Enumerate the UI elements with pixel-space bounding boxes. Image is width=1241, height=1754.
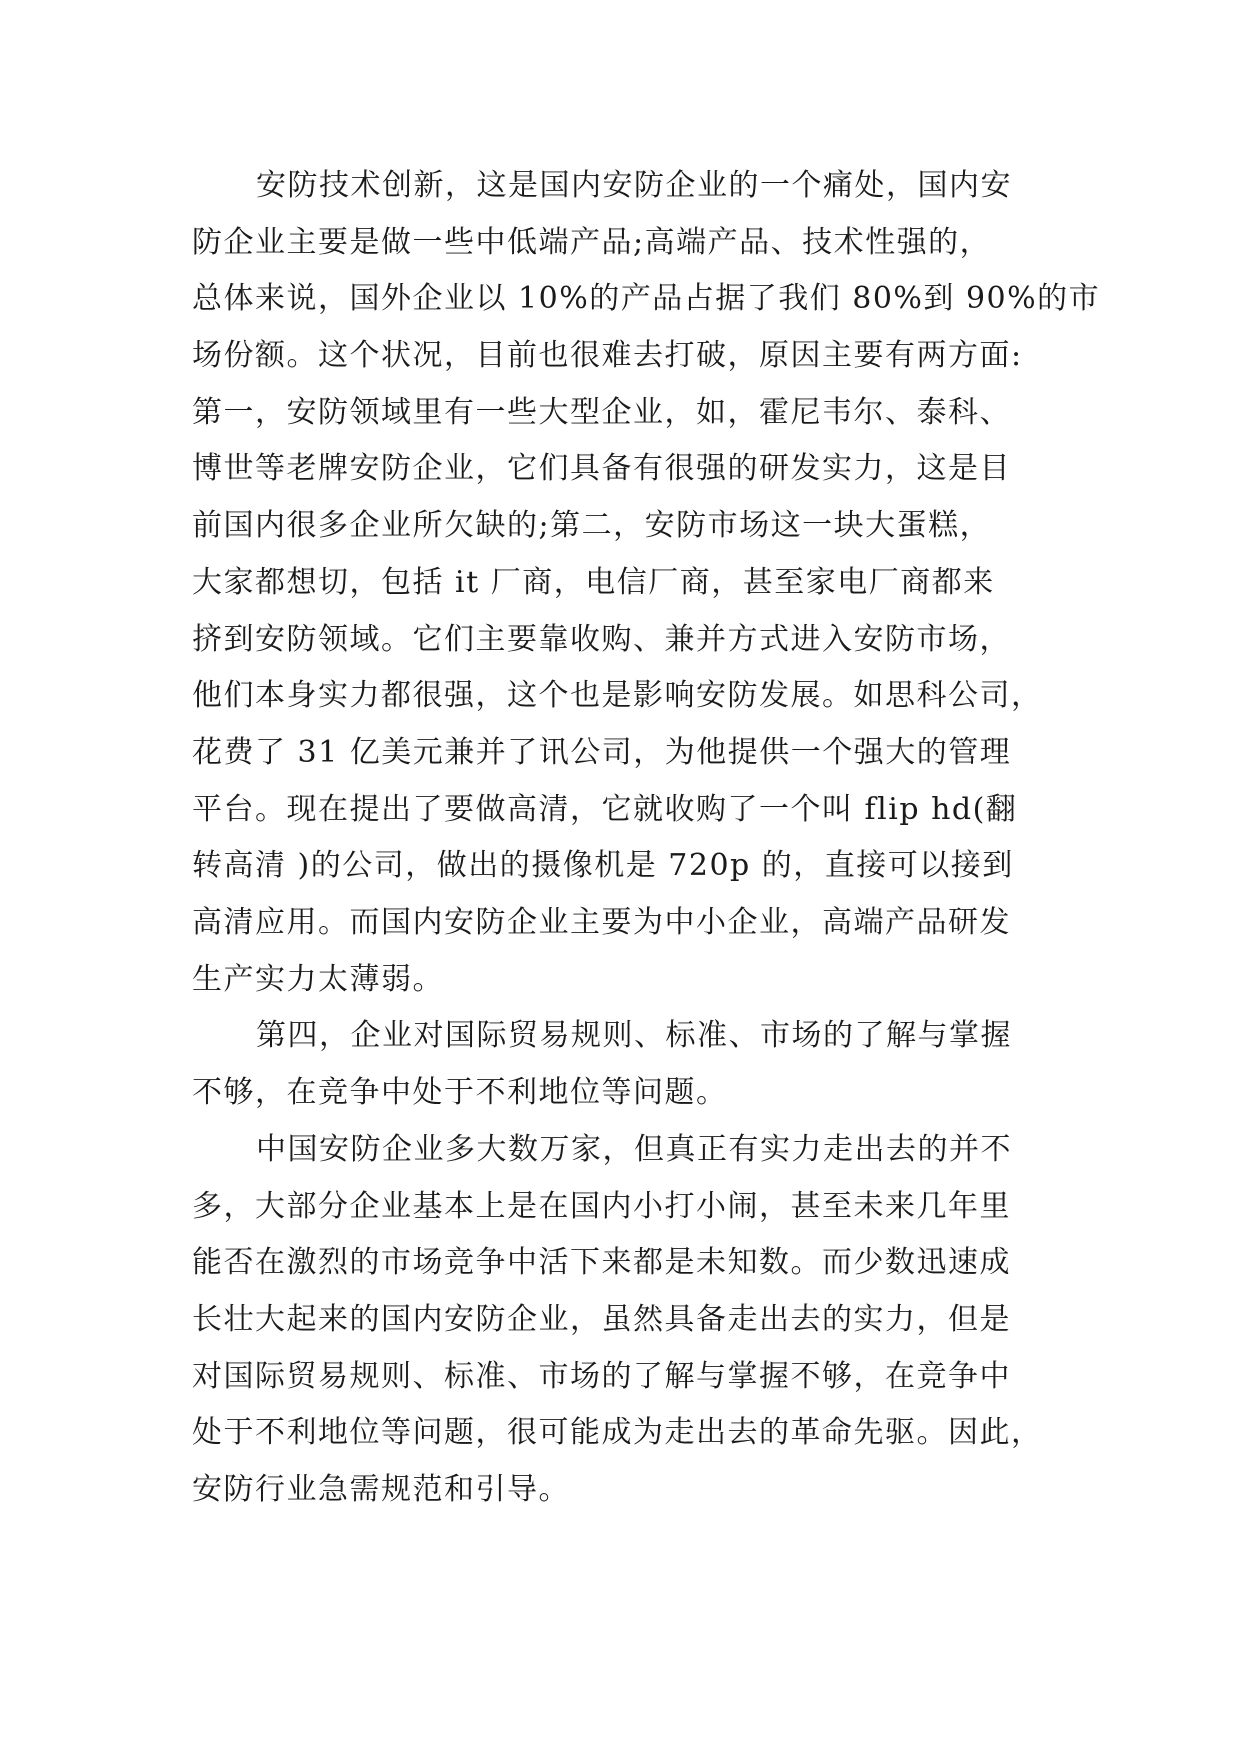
text-line: 对国际贸易规则、标准、市场的了解与掌握不够，在竞争中 bbox=[192, 1358, 1011, 1394]
paragraph-china-security-enterprises bbox=[192, 1122, 1062, 1519]
text-line: 场份额。这个状况，目前也很难去打破，原因主要有两方面: bbox=[192, 338, 1023, 374]
text-line: 不够，在竞争中处于不利地位等问题。 bbox=[192, 1074, 728, 1110]
text-line: 总体来说，国外企业以 10%的产品占据了我们 80%到 90%的市 bbox=[192, 281, 1101, 317]
paragraph-tech-innovation bbox=[192, 158, 1101, 1008]
text-line: 转高清 )的公司，做出的摄像机是 720p 的，直接可以接到 bbox=[192, 848, 1014, 884]
text-line: 高清应用。而国内安防企业主要为中小企业，高端产品研发 bbox=[192, 904, 1011, 940]
text-line: 博世等老牌安防企业，它们具备有很强的研发实力，这是目 bbox=[192, 451, 1011, 487]
text-line: 第四，企业对国际贸易规则、标准、市场的了解与掌握 bbox=[256, 1018, 1012, 1053]
text-line: 中国安防企业多大数万家，但真正有实力走出去的并不 bbox=[256, 1132, 1012, 1167]
text-line: 防企业主要是做一些中低端产品;高端产品、技术性强的， bbox=[192, 224, 992, 260]
text-line: 他们本身实力都很强，这个也是影响安防发展。如思科公司， bbox=[192, 678, 1043, 714]
text-line: 前国内很多企业所欠缺的;第二，安防市场这一块大蛋糕， bbox=[192, 508, 992, 544]
text-line: 挤到安防领域。它们主要靠收购、兼并方式进入安防市场， bbox=[192, 621, 1011, 657]
text-line: 第一，安防领域里有一些大型企业，如，霍尼韦尔、泰科、 bbox=[192, 394, 1011, 430]
text-line: 安防行业急需规范和引导。 bbox=[192, 1472, 570, 1508]
text-line: 长壮大起来的国内安防企业，虽然具备走出去的实力，但是 bbox=[192, 1302, 1011, 1338]
text-line: 生产实力太薄弱。 bbox=[192, 961, 444, 997]
text-line: 大家都想切，包括 it 厂商，电信厂商，甚至家电厂商都来 bbox=[192, 564, 995, 600]
text-line: 能否在激烈的市场竞争中活下来都是未知数。而少数迅速成 bbox=[192, 1245, 1011, 1281]
paragraph-fourth-point bbox=[192, 1008, 1062, 1121]
text-line: 处于不利地位等问题，很可能成为走出去的革命先驱。因此， bbox=[192, 1415, 1043, 1451]
text-line: 花费了 31 亿美元兼并了讯公司，为他提供一个强大的管理 bbox=[192, 734, 1012, 770]
text-line: 安防技术创新，这是国内安防企业的一个痛处，国内安 bbox=[256, 168, 1012, 203]
text-line: 多，大部分企业基本上是在国内小打小闹，甚至未来几年里 bbox=[192, 1188, 1011, 1224]
text-line: 平台。现在提出了要做高清，它就收购了一个叫 flip hd(翻 bbox=[192, 791, 1018, 827]
